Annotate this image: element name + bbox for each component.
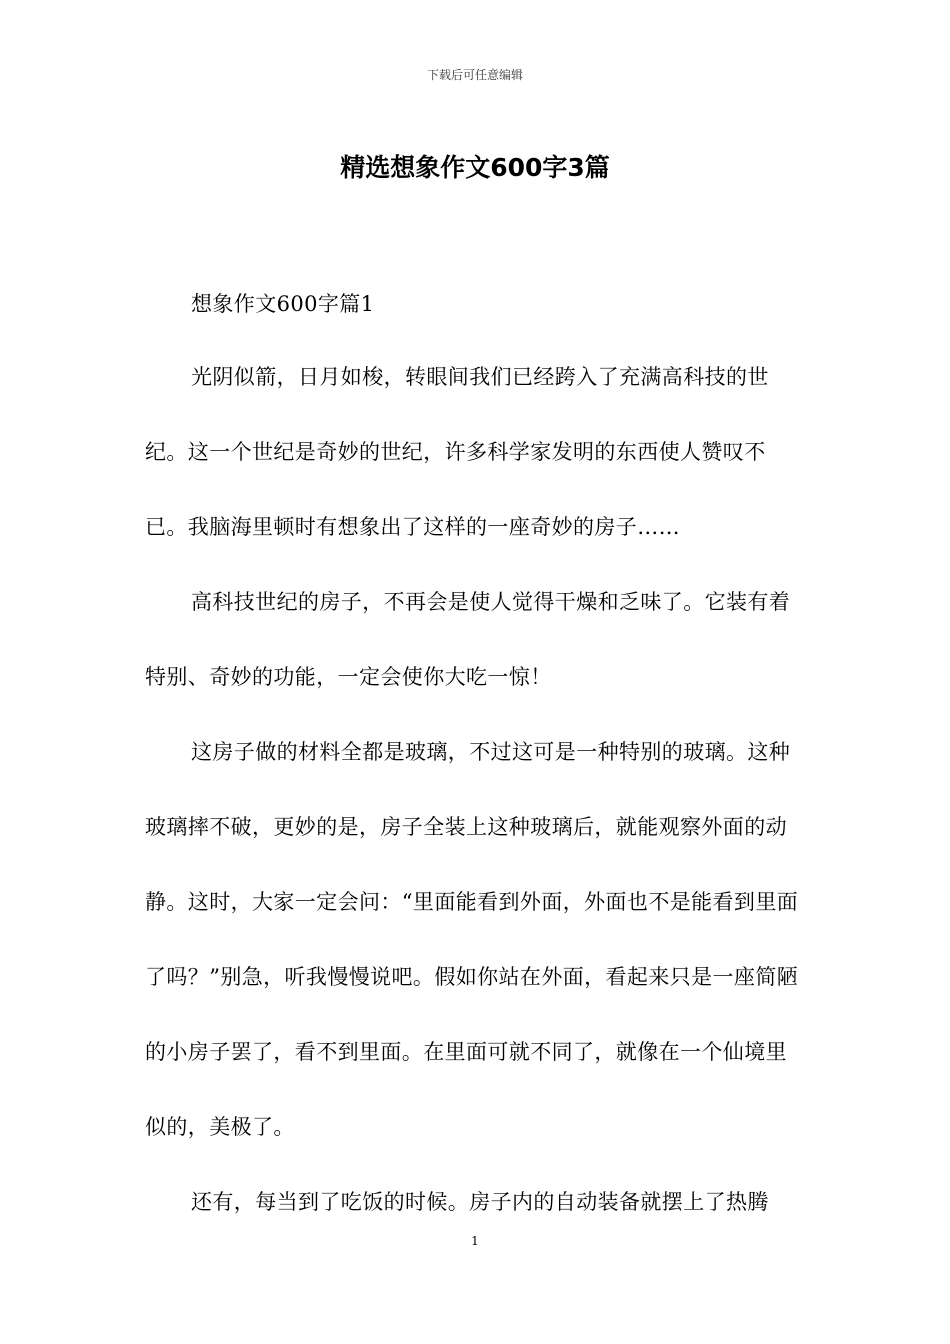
- paragraph-2: 高科技世纪的房子，不再会是使人觉得干燥和乏味了。它装有着特别、奇妙的功能，一定会使你大吃一惊！: [145, 590, 791, 689]
- document-title: 精选想象作文600字3篇: [340, 153, 610, 182]
- section-heading: 想象作文600字篇1: [191, 292, 375, 316]
- header-note: 下载后可任意编辑: [426, 68, 523, 82]
- paragraph-3: 这房子做的材料全都是玻璃，不过这可是一种特别的玻璃。这种玻璃摔不破，更妙的是，房子全装上这种玻璃后，就能观察外面的动静。这时，大家一定会问：“里面能看到外面，外面也不是能看到里面了吗？”别急，听我慢慢说吧。假如你站在外面，看起来只是一座简陋的小房子罢了，看不到里面。在里面可就不同了，就像在一个仙境里似的，美极了。: [145, 740, 799, 1139]
- paragraph-4: 还有，每当到了吃饭的时候。房子内的自动装备就摆上了热腾: [191, 1190, 769, 1214]
- article-body: [145, 340, 807, 1240]
- page-number: 1: [471, 1234, 479, 1248]
- paragraph-1: 光阴似箭，日月如梭，转眼间我们已经跨入了充满高科技的世纪。这一个世纪是奇妙的世纪，许多科学家发明的东西使人赞叹不已。我脑海里顿时有想象出了这样的一座奇妙的房子……: [145, 365, 769, 539]
